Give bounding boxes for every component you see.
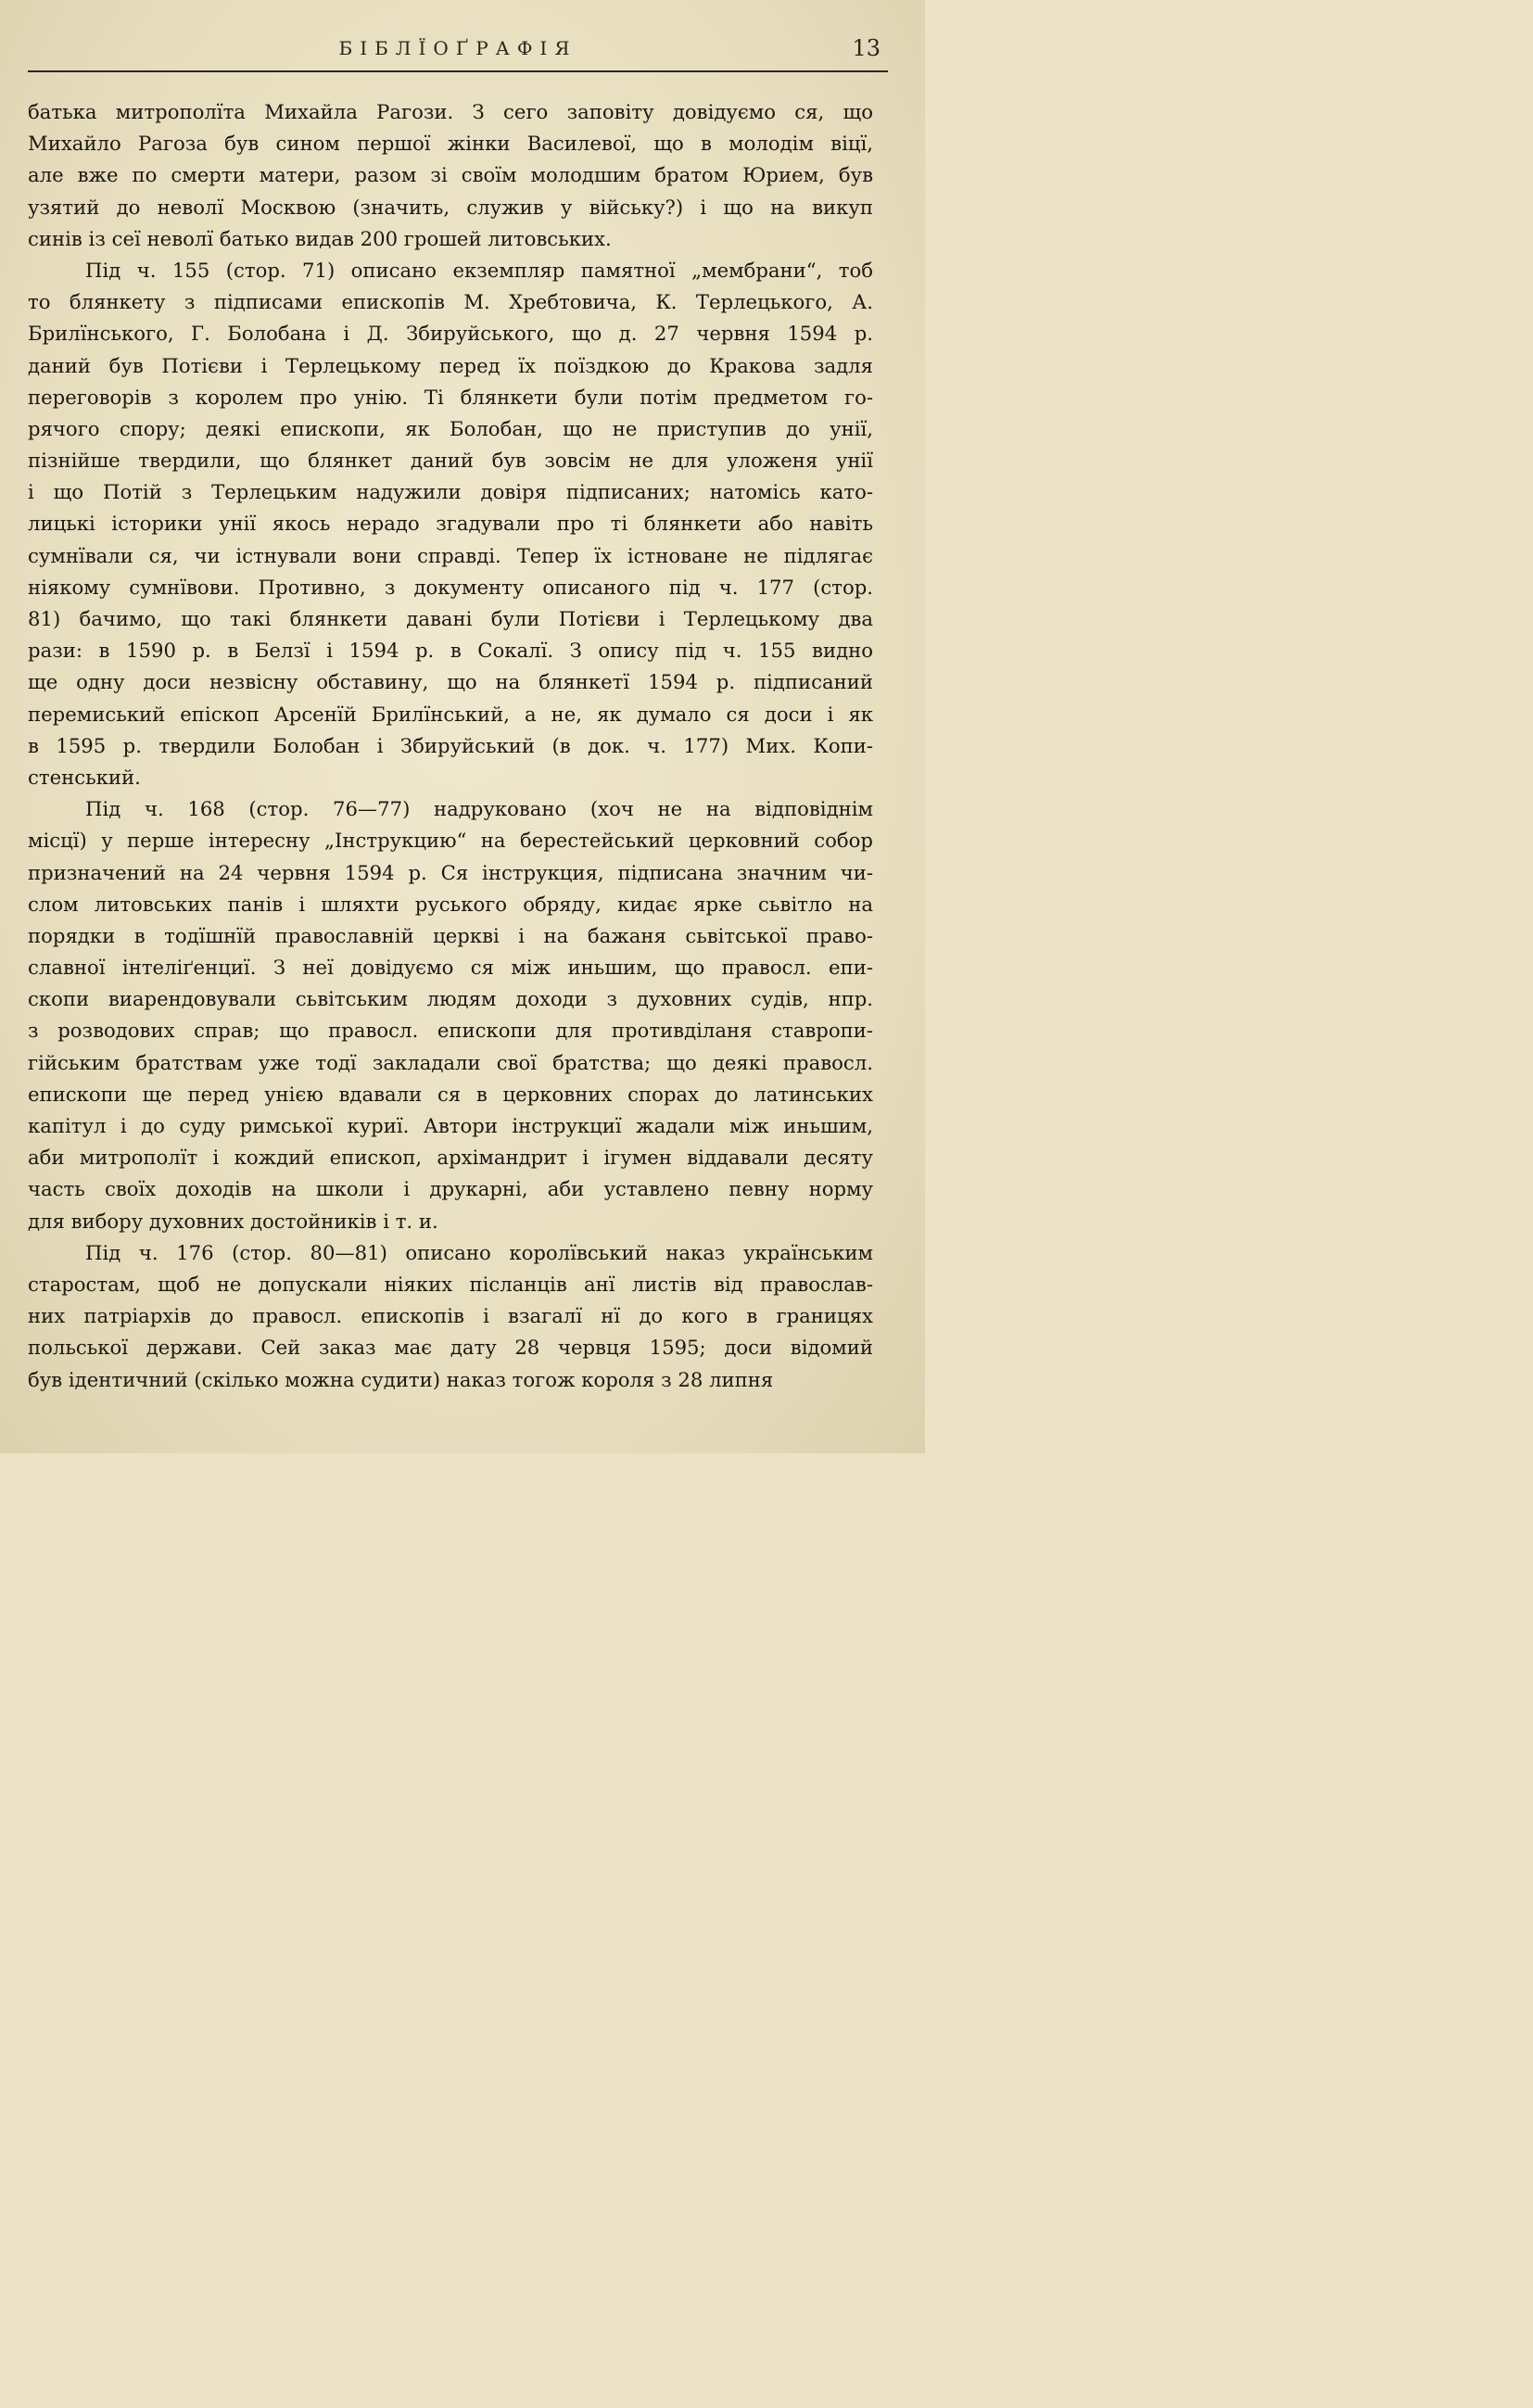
text-line: для вибору духовних достойників і т. и. <box>28 1209 438 1233</box>
text-line: гійським братствам уже тодї закладали свої братства; що деякі правосл. <box>28 1050 873 1074</box>
text-line: пізнійше твердили, що блянкет даний був зовсім не для уложеня унії <box>28 449 873 473</box>
text-line: в 1595 р. твердили Болобан і Збируйський (в док. ч. 177) Мих. Копи- <box>28 733 873 757</box>
text-line: ніякому сумнївови. Противно, з документу описаного під ч. 177 (стор. <box>28 575 873 599</box>
text-line: порядки в тодїшнїй православній церкві і на бажаня сьвітської право- <box>28 923 873 947</box>
running-title: БІБЛЇОҐРАФІЯ <box>338 37 577 59</box>
text-line: Під ч. 176 (стор. 80—81) описано королївський наказ українським <box>85 1240 873 1264</box>
text-line: 81) бачимо, що такі блянкети давані були Потієви і Терлецькому два <box>28 607 873 630</box>
page-number: 13 <box>852 35 881 61</box>
text-line: рази: в 1590 р. в Белзї і 1594 р. в Сокалї. З опису під ч. 155 видно <box>28 639 873 663</box>
text-line: з розводових справ; що правосл. епископи для противділаня ставропи- <box>28 1019 873 1043</box>
text-line: місцї) у перше інтересну „Інструкцию“ на берестейський церковний собор <box>28 829 873 853</box>
paragraph <box>28 96 873 255</box>
body-text <box>28 96 873 1396</box>
text-line: скопи виарендовували сьвітським людям доходи з духовних судів, нпр. <box>28 987 873 1011</box>
paragraph <box>28 793 873 1237</box>
text-line: ще одну доси незвісну обставину, що на блянкетї 1594 р. підписаний <box>28 670 873 694</box>
text-line: стенський. <box>28 765 141 789</box>
paragraph <box>28 1237 873 1396</box>
text-line: то блянкету з підписами епископів М. Хребтовича, К. Терлецького, А. <box>28 290 873 314</box>
text-line: капітул і до суду римської куриї. Автори інструкциї жадали між иньшим, <box>28 1114 873 1137</box>
header-rule <box>28 70 888 72</box>
text-line: Під ч. 168 (стор. 76—77) надруковано (хоч не на відповіднім <box>85 797 873 821</box>
text-line: даний був Потієви і Терлецькому перед їх поїздкою до Кракова задля <box>28 353 873 377</box>
text-line: рячого спору; деякі епископи, як Болобан, що не приступив до унії, <box>28 416 873 440</box>
text-line: але вже по смерти матери, разом зі своїм молодшим братом Юрием, був <box>28 163 873 187</box>
text-line: славної інтеліґенциї. З неї довідуємо ся між иньшим, що правосл. епи- <box>28 956 873 980</box>
paragraph <box>28 255 873 793</box>
text-line: сумнївали ся, чи істнували вони справді. Тепер їх істноване не підлягає <box>28 543 873 567</box>
text-line: них патріархів до правосл. епископів і взагалї нї до кого в границях <box>28 1304 873 1328</box>
text-line: батька митрополїта Михайла Рагози. З сего заповіту довідуємо ся, що <box>28 100 873 123</box>
document-page <box>0 0 925 1453</box>
text-line: узятий до неволї Москвою (значить, служив у війську?) і що на викуп <box>28 195 873 219</box>
text-line: і що Потій з Терлецьким надужили довіря підписаних; натомісь като- <box>28 480 873 504</box>
text-line: перемиський епіскоп Арсенїй Брилїнський, а не, як думало ся доси і як <box>28 702 873 726</box>
text-line: Під ч. 155 (стор. 71) описано екземпляр памятної „мембрани“, тоб <box>85 258 873 282</box>
text-line: призначений на 24 червня 1594 р. Ся інструкция, підписана значним чи- <box>28 860 873 884</box>
text-line: Михайло Рагоза був сином першої жінки Василевої, що в молодім віцї, <box>28 132 873 156</box>
text-line: слом литовських панів і шляхти руського обряду, кидає ярке сьвітло на <box>28 892 873 916</box>
page-header <box>28 33 888 72</box>
text-line: епископи ще перед унією вдавали ся в церковних спорах до латинських <box>28 1082 873 1106</box>
text-line: був ідентичний (скілько можна судити) наказ тогож короля з 28 липня <box>28 1367 774 1391</box>
text-line: часть своїх доходів на школи і друкарні, аби уставлено певну норму <box>28 1177 873 1201</box>
text-line: аби митрополїт і кождий епископ, архімандрит і ігумен віддавали десяту <box>28 1146 873 1170</box>
text-line: польської держави. Сей заказ має дату 28 червця 1595; доси відомий <box>28 1336 873 1360</box>
text-line: старостам, щоб не допускали ніяких післанців анї листів від православ- <box>28 1272 873 1296</box>
text-line: лицькі історики унії якось нерадо згадували про ті блянкети або навіть <box>28 512 873 536</box>
text-line: переговорів з королем про унію. Ті блянкети були потім предметом го- <box>28 385 873 409</box>
text-line: Брилїнського, Г. Болобана і Д. Збируйського, що д. 27 червня 1594 р. <box>28 322 873 346</box>
text-line: синів із сеї неволї батько видав 200 грошей литовських. <box>28 226 612 250</box>
